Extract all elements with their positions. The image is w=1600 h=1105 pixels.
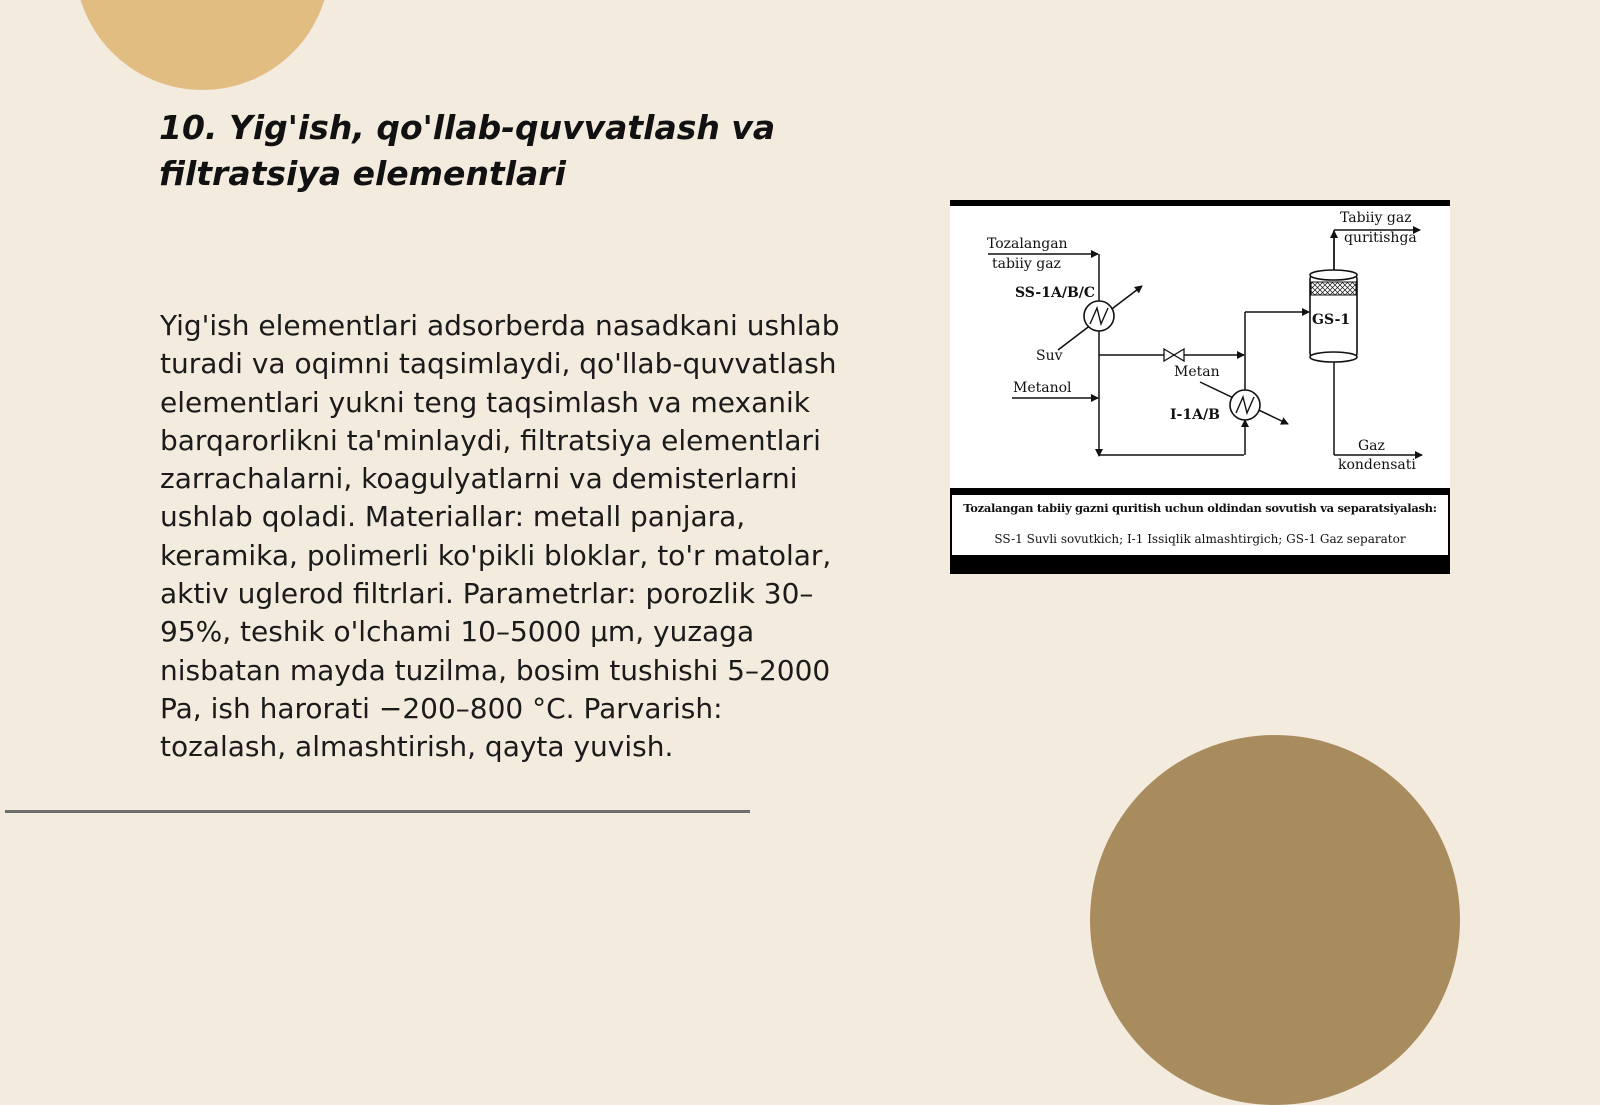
caption-line-1: Tozalangan tabiiy gazni quritish uchun oldindan sovutish va separatsiyalash: <box>963 501 1437 515</box>
label-methane: Metan <box>1174 364 1220 380</box>
label-water: Suv <box>1036 348 1063 364</box>
decorative-circle-top <box>75 0 330 90</box>
cooler-icon <box>1084 301 1114 331</box>
caption-line-2: SS-1 Suvli sovutkich; I-1 Issiqlik almashtirgich; GS-1 Gaz separator <box>994 532 1406 546</box>
process-diagram-figure <box>950 200 1450 574</box>
label-outlet-2: quritishga <box>1344 230 1417 246</box>
slide-body-text: Yig'ish elementlari adsorberda nasadkani ushlab turadi va oqimni taqsimlaydi, qo'llab-quvvatlash elementlari yukni teng taqsimlash va mexanik barqarorlikni ta'minlaydi, filtratsiya elementlari zarrachalarni, koagulyatlarni va demisterlarni ushlab qoladi. Materiallar: metall panjara, keramika, polimerli ko'pikli bloklar, to'r matolar, aktiv uglerod filtrlari. Parametrlar: porozlik 30–95%, teshik o'lchami 10–5000 µm, yuzaga nisbatan mayda tuzilma, bosim tushishi 5–2000 Pa, ish harorati −200–800 °C. Parvarish: tozalash, almashtirish, qayta yuvish. <box>160 309 840 764</box>
process-diagram <box>950 200 1450 495</box>
label-cooler: SS-1A/B/C <box>1015 285 1096 301</box>
heat-exchanger-icon <box>1230 390 1260 420</box>
label-inlet-2: tabiiy gaz <box>992 256 1061 272</box>
label-exchanger: I-1A/B <box>1170 407 1220 423</box>
label-inlet-1: Tozalangan <box>987 236 1068 252</box>
label-methanol: Metanol <box>1013 380 1072 396</box>
label-condensate-2: kondensati <box>1338 457 1416 473</box>
slide-title: 10. Yig'ish, qo'llab-quvvatlash va filtratsiya elementlari <box>159 108 776 193</box>
label-condensate-1: Gaz <box>1358 438 1385 454</box>
decorative-circle-bottom <box>1090 735 1460 1105</box>
label-outlet-1: Tabiiy gaz <box>1340 210 1412 226</box>
figure-caption <box>952 495 1448 555</box>
label-separator: GS-1 <box>1312 312 1351 328</box>
divider-line <box>5 810 750 813</box>
